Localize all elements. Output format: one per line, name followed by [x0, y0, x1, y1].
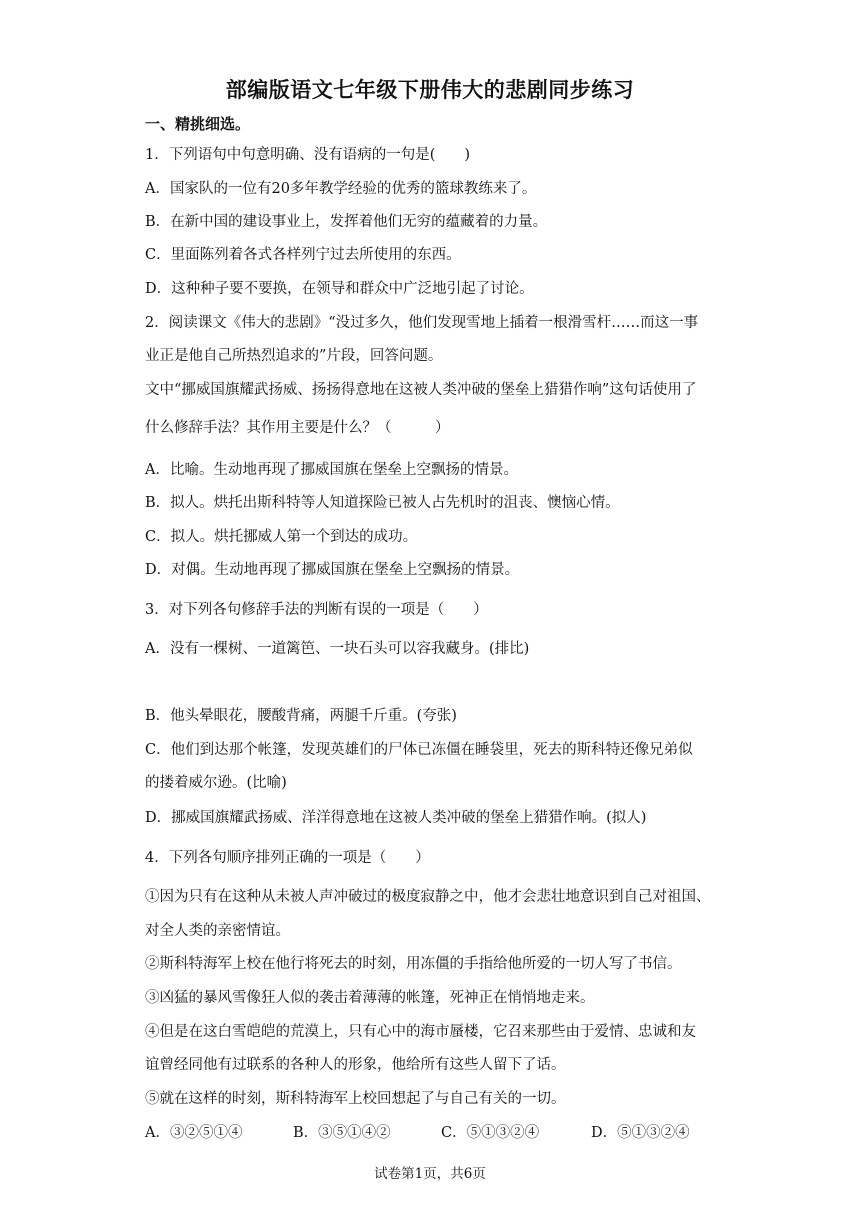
question-4-sentence-2: ②斯科特海军上校在他行将死去的时刻，用冻僵的手指给他所爱的一切人写了书信。 [145, 956, 682, 972]
question-3-option-c-line2: 的搂着威尔逊。(比喻) [145, 775, 287, 791]
question-3-option-b: B．他头晕眼花，腰酸背痛，两腿千斤重。(夸张) [145, 708, 457, 724]
question-4-options [145, 1121, 690, 1142]
question-2-option-c: C．拟人。烘托挪威人第一个到达的成功。 [145, 529, 418, 545]
question-4-sentence-5: ⑤就在这样的时刻，斯科特海军上校回想起了与自己有关的一切。 [145, 1091, 566, 1107]
section-heading: 一、精挑细选。 [145, 115, 251, 133]
page-footer: 试卷第1页，共6页 [374, 1166, 486, 1182]
question-4-option-b: B．③⑤①④② [293, 1125, 391, 1141]
question-1-option-d: D．这种种子要不要换，在领导和群众中广泛地引起了讨论。 [145, 281, 534, 297]
question-4-sentence-4-line1: ④但是在这白雪皑皑的荒漠上，只有心中的海市蜃楼，它召来那些由于爱情、忠诚和友 [145, 1024, 696, 1040]
question-4-sentence-1-line2: 对全人类的亲密情谊。 [145, 923, 290, 939]
question-2-stem-line1: 2．阅读课文《伟大的悲剧》“没过多久，他们发现雪地上插着一根滑雪杆……而这一事 [145, 315, 699, 331]
question-2-sub-line2: 什么修辞手法？其作用主要是什么？（ ） [145, 420, 450, 436]
question-3-option-a: A．没有一棵树、一道篱笆、一块石头可以容我藏身。(排比) [145, 641, 530, 657]
question-1-option-b: B．在新中国的建设事业上，发挥着他们无穷的蕴藏着的力量。 [145, 214, 548, 230]
question-4-stem: 4．下列各句顺序排列正确的一项是（ ） [145, 850, 430, 866]
question-2-option-d: D．对偶。生动地再现了挪威国旗在堡垒上空飘扬的情景。 [145, 562, 520, 578]
question-4-option-a: A．③②⑤①④ [145, 1125, 243, 1141]
question-2-option-a: A．比喻。生动地再现了挪威国旗在堡垒上空飘扬的情景。 [145, 462, 518, 478]
question-2-sub-line1: 文中“挪威国旗耀武扬威、扬扬得意地在这被人类冲破的堡垒上猎猎作响”这句话使用了 [145, 382, 697, 398]
question-4-sentence-4-line2: 谊曾经同他有过联系的各种人的形象，他给所有这些人留下了话。 [145, 1057, 566, 1073]
question-1-stem: 1．下列语句中句意明确、没有语病的一句是( ) [145, 147, 471, 163]
question-4-option-d: D．⑤①③②④ [591, 1125, 690, 1141]
page-title: 部编版语文七年级下册伟大的悲剧同步练习 [225, 78, 635, 102]
question-3-option-d: D．挪威国旗耀武扬威、洋洋得意地在这被人类冲破的堡垒上猎猎作响。(拟人) [145, 810, 647, 826]
question-4-option-c: C．⑤①③②④ [441, 1125, 540, 1141]
question-2-stem-line2: 业正是他自己所热烈追求的”片段，回答问题。 [145, 348, 443, 364]
question-1-option-c: C．里面陈列着各式各样列宁过去所使用的东西。 [145, 247, 461, 263]
question-2-option-b: B．拟人。烘托出斯科特等人知道探险已被人占先机时的沮丧、懊恼心情。 [145, 495, 620, 511]
question-4-sentence-3: ③凶猛的暴风雪像狂人似的袭击着薄薄的帐篷，死神正在悄悄地走来。 [145, 990, 595, 1006]
question-3-option-c-line1: C．他们到达那个帐篷，发现英雄们的尸体已冻僵在睡袋里，死去的斯科特还像兄弟似 [145, 742, 693, 758]
question-3-stem: 3．对下列各句修辞手法的判断有误的一项是（ ） [145, 602, 488, 618]
question-1-option-a: A．国家队的一位有20多年教学经验的优秀的篮球教练来了。 [145, 181, 537, 197]
question-4-sentence-1-line1: ①因为只有在这种从未被人声冲破过的极度寂静之中，他才会悲壮地意识到自己对祖国、 [145, 889, 711, 905]
